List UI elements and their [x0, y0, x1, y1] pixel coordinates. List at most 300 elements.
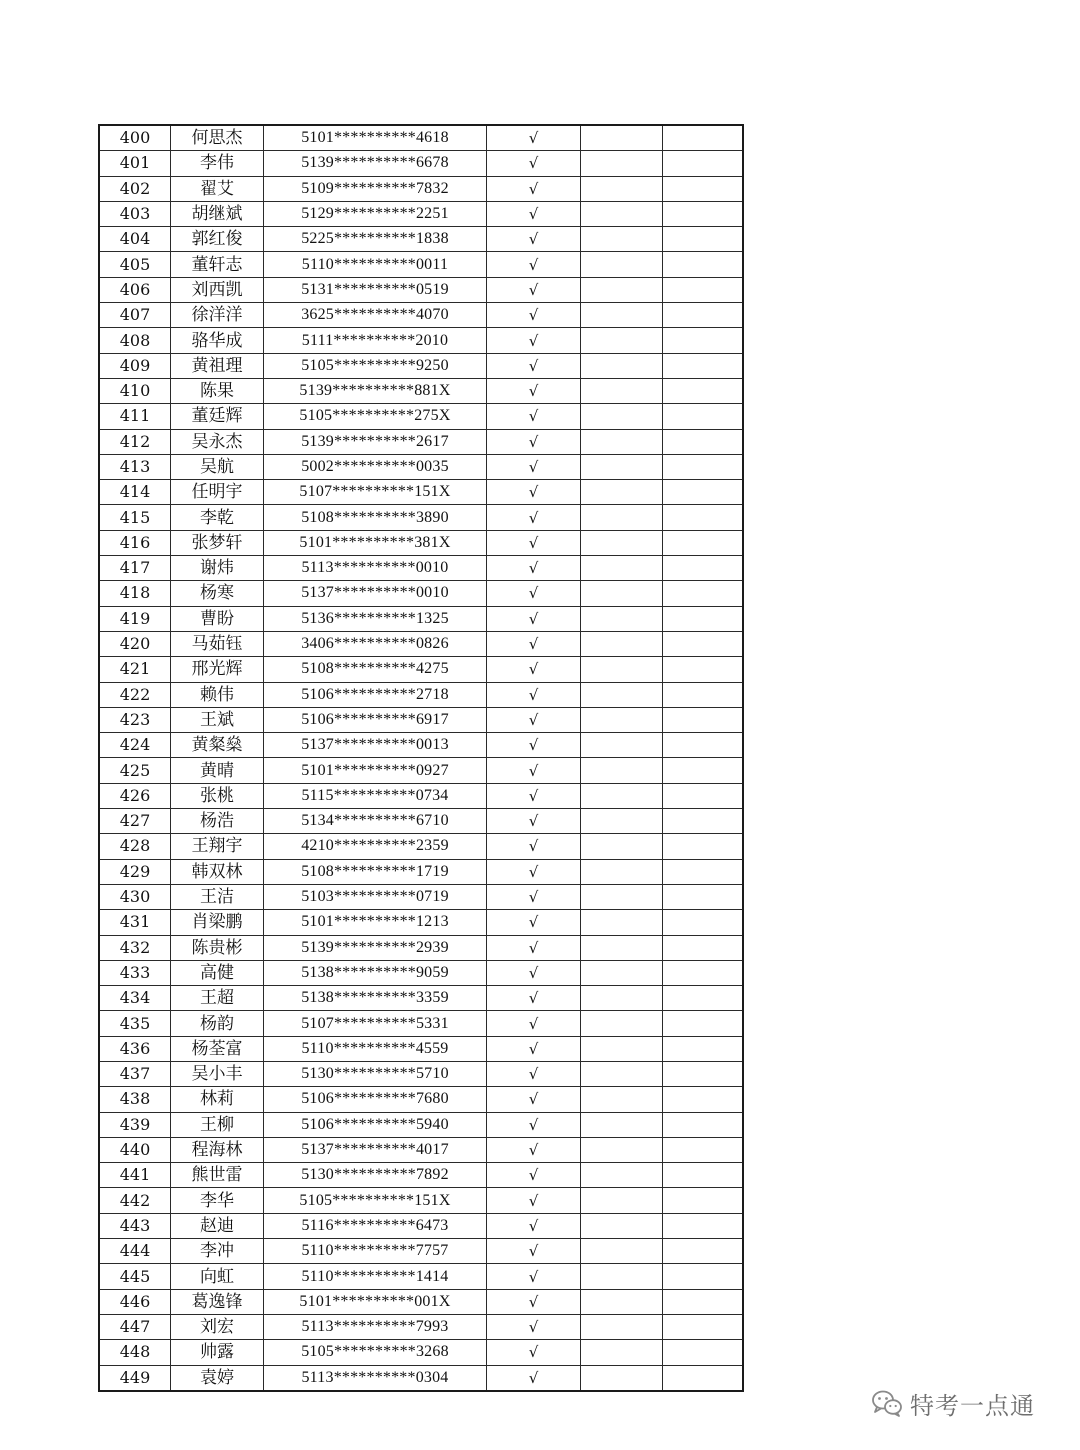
cell-check-mark: √: [487, 707, 581, 732]
cell-check-mark: √: [487, 1188, 581, 1213]
cell-empty: [663, 960, 744, 985]
cell-empty: [663, 1289, 744, 1314]
table-row: [99, 303, 743, 328]
cell-empty: [663, 328, 744, 353]
cell-id-number: 5101**********1213: [264, 910, 487, 935]
cell-check-mark: √: [487, 682, 581, 707]
cell-number: 426: [99, 783, 171, 808]
table-row: [99, 1289, 743, 1314]
wechat-icon: [870, 1386, 904, 1420]
cell-check-mark: √: [487, 151, 581, 176]
cell-empty: [581, 960, 663, 985]
cell-number: 401: [99, 151, 171, 176]
cell-empty: [663, 758, 744, 783]
cell-check-mark: √: [487, 606, 581, 631]
cell-name: 吴永杰: [171, 429, 264, 454]
cell-name: 帅露: [171, 1340, 264, 1365]
cell-name: 袁婷: [171, 1365, 264, 1391]
cell-empty: [581, 809, 663, 834]
cell-empty: [663, 556, 744, 581]
table-row: [99, 480, 743, 505]
cell-id-number: 5139**********2939: [264, 935, 487, 960]
cell-number: 407: [99, 303, 171, 328]
cell-id-number: 5103**********0719: [264, 884, 487, 909]
cell-empty: [663, 859, 744, 884]
cell-empty: [663, 125, 744, 151]
table-row: [99, 556, 743, 581]
cell-number: 449: [99, 1365, 171, 1391]
cell-empty: [663, 530, 744, 555]
table-row: [99, 1087, 743, 1112]
cell-empty: [663, 783, 744, 808]
cell-empty: [581, 1137, 663, 1162]
cell-empty: [663, 1264, 744, 1289]
cell-check-mark: √: [487, 125, 581, 151]
cell-id-number: 3625**********4070: [264, 303, 487, 328]
cell-empty: [581, 1340, 663, 1365]
cell-empty: [581, 505, 663, 530]
cell-empty: [663, 581, 744, 606]
cell-name: 林莉: [171, 1087, 264, 1112]
cell-check-mark: √: [487, 454, 581, 479]
cell-check-mark: √: [487, 303, 581, 328]
cell-empty: [663, 1137, 744, 1162]
cell-check-mark: √: [487, 1289, 581, 1314]
cell-id-number: 5106**********7680: [264, 1087, 487, 1112]
table-row: [99, 404, 743, 429]
cell-empty: [663, 682, 744, 707]
table-row: [99, 657, 743, 682]
cell-empty: [581, 581, 663, 606]
cell-id-number: 5116**********6473: [264, 1213, 487, 1238]
cell-empty: [663, 1061, 744, 1086]
cell-id-number: 5101**********4618: [264, 125, 487, 151]
cell-number: 434: [99, 986, 171, 1011]
table-row: [99, 1314, 743, 1339]
cell-number: 418: [99, 581, 171, 606]
cell-id-number: 5109**********7832: [264, 176, 487, 201]
cell-empty: [663, 176, 744, 201]
cell-id-number: 5113**********0304: [264, 1365, 487, 1391]
cell-name: 翟艾: [171, 176, 264, 201]
cell-name: 向虹: [171, 1264, 264, 1289]
cell-empty: [663, 277, 744, 302]
cell-empty: [663, 353, 744, 378]
table-row: [99, 1213, 743, 1238]
table-row: [99, 783, 743, 808]
cell-number: 421: [99, 657, 171, 682]
cell-check-mark: √: [487, 1163, 581, 1188]
cell-id-number: 5139**********6678: [264, 151, 487, 176]
cell-check-mark: √: [487, 657, 581, 682]
cell-name: 王洁: [171, 884, 264, 909]
cell-id-number: 5107**********5331: [264, 1011, 487, 1036]
table-row: [99, 682, 743, 707]
cell-number: 443: [99, 1213, 171, 1238]
cell-check-mark: √: [487, 1112, 581, 1137]
cell-check-mark: √: [487, 1213, 581, 1238]
cell-name: 何思杰: [171, 125, 264, 151]
table-row: [99, 1365, 743, 1391]
cell-empty: [663, 1112, 744, 1137]
cell-id-number: 5139**********881X: [264, 378, 487, 403]
cell-check-mark: √: [487, 884, 581, 909]
cell-empty: [581, 176, 663, 201]
cell-id-number: 5105**********3268: [264, 1340, 487, 1365]
cell-check-mark: √: [487, 1340, 581, 1365]
cell-number: 415: [99, 505, 171, 530]
cell-id-number: 5134**********6710: [264, 809, 487, 834]
cell-empty: [581, 151, 663, 176]
cell-id-number: 5101**********381X: [264, 530, 487, 555]
cell-name: 任明宇: [171, 480, 264, 505]
cell-name: 李伟: [171, 151, 264, 176]
cell-check-mark: √: [487, 1137, 581, 1162]
cell-check-mark: √: [487, 404, 581, 429]
cell-id-number: 5138**********3359: [264, 986, 487, 1011]
table-row: [99, 1163, 743, 1188]
cell-name: 黄晴: [171, 758, 264, 783]
cell-check-mark: √: [487, 581, 581, 606]
cell-id-number: 5107**********151X: [264, 480, 487, 505]
cell-empty: [581, 758, 663, 783]
table-row: [99, 884, 743, 909]
watermark: [870, 1386, 1035, 1420]
cell-number: 420: [99, 631, 171, 656]
cell-empty: [663, 429, 744, 454]
table-row: [99, 859, 743, 884]
table-row: [99, 935, 743, 960]
cell-name: 刘宏: [171, 1314, 264, 1339]
cell-check-mark: √: [487, 353, 581, 378]
cell-id-number: 5137**********0010: [264, 581, 487, 606]
cell-id-number: 5105**********275X: [264, 404, 487, 429]
cell-name: 黄祖理: [171, 353, 264, 378]
cell-empty: [663, 707, 744, 732]
cell-empty: [581, 631, 663, 656]
cell-empty: [663, 657, 744, 682]
cell-name: 马茹钰: [171, 631, 264, 656]
cell-empty: [581, 1239, 663, 1264]
cell-check-mark: √: [487, 733, 581, 758]
cell-empty: [581, 480, 663, 505]
table-row: [99, 429, 743, 454]
table-row: [99, 1188, 743, 1213]
cell-name: 骆华成: [171, 328, 264, 353]
cell-empty: [581, 125, 663, 151]
table-row: [99, 1112, 743, 1137]
table-row: [99, 960, 743, 985]
cell-name: 张桃: [171, 783, 264, 808]
table-row: [99, 353, 743, 378]
cell-empty: [581, 201, 663, 226]
cell-name: 李乾: [171, 505, 264, 530]
cell-empty: [581, 935, 663, 960]
cell-empty: [663, 631, 744, 656]
cell-check-mark: √: [487, 480, 581, 505]
table-row: [99, 910, 743, 935]
cell-empty: [663, 1340, 744, 1365]
cell-number: 403: [99, 201, 171, 226]
cell-empty: [663, 1188, 744, 1213]
cell-check-mark: √: [487, 834, 581, 859]
table-row: [99, 986, 743, 1011]
table-row: [99, 151, 743, 176]
cell-name: 徐洋洋: [171, 303, 264, 328]
cell-check-mark: √: [487, 935, 581, 960]
cell-name: 杨浩: [171, 809, 264, 834]
table-row: [99, 1011, 743, 1036]
cell-name: 李华: [171, 1188, 264, 1213]
cell-check-mark: √: [487, 277, 581, 302]
cell-empty: [663, 480, 744, 505]
cell-empty: [581, 429, 663, 454]
table-row: [99, 1137, 743, 1162]
table-row: [99, 1036, 743, 1061]
cell-empty: [663, 1087, 744, 1112]
cell-empty: [581, 303, 663, 328]
cell-number: 400: [99, 125, 171, 151]
cell-empty: [581, 910, 663, 935]
cell-number: 414: [99, 480, 171, 505]
cell-number: 409: [99, 353, 171, 378]
cell-id-number: 5137**********4017: [264, 1137, 487, 1162]
cell-name: 葛逸锋: [171, 1289, 264, 1314]
cell-check-mark: √: [487, 1011, 581, 1036]
cell-empty: [581, 682, 663, 707]
table-row: [99, 1340, 743, 1365]
cell-name: 杨寒: [171, 581, 264, 606]
cell-check-mark: √: [487, 201, 581, 226]
cell-id-number: 5110**********7757: [264, 1239, 487, 1264]
cell-name: 高健: [171, 960, 264, 985]
cell-check-mark: √: [487, 1087, 581, 1112]
cell-id-number: 5113**********7993: [264, 1314, 487, 1339]
cell-empty: [663, 454, 744, 479]
cell-id-number: 5106**********2718: [264, 682, 487, 707]
cell-empty: [581, 1163, 663, 1188]
cell-empty: [581, 1061, 663, 1086]
cell-check-mark: √: [487, 631, 581, 656]
cell-name: 王翔宇: [171, 834, 264, 859]
cell-number: 422: [99, 682, 171, 707]
cell-number: 428: [99, 834, 171, 859]
cell-name: 王柳: [171, 1112, 264, 1137]
cell-number: 444: [99, 1239, 171, 1264]
cell-empty: [663, 935, 744, 960]
cell-number: 406: [99, 277, 171, 302]
cell-check-mark: √: [487, 530, 581, 555]
cell-number: 441: [99, 1163, 171, 1188]
table-row: [99, 631, 743, 656]
cell-name: 李冲: [171, 1239, 264, 1264]
cell-id-number: 5129**********2251: [264, 201, 487, 226]
cell-id-number: 5131**********0519: [264, 277, 487, 302]
cell-id-number: 5106**********5940: [264, 1112, 487, 1137]
cell-check-mark: √: [487, 429, 581, 454]
cell-number: 404: [99, 227, 171, 252]
cell-empty: [581, 328, 663, 353]
cell-number: 408: [99, 328, 171, 353]
cell-empty: [663, 986, 744, 1011]
cell-name: 杨韵: [171, 1011, 264, 1036]
table-row: [99, 252, 743, 277]
cell-id-number: 5110**********1414: [264, 1264, 487, 1289]
cell-check-mark: √: [487, 960, 581, 985]
cell-empty: [663, 1163, 744, 1188]
cell-empty: [663, 378, 744, 403]
cell-empty: [663, 227, 744, 252]
cell-empty: [581, 783, 663, 808]
cell-empty: [663, 1365, 744, 1391]
table-body: [99, 125, 743, 1391]
watermark-text: 特考一点通: [910, 1391, 1035, 1420]
cell-number: 440: [99, 1137, 171, 1162]
cell-empty: [581, 404, 663, 429]
cell-check-mark: √: [487, 1239, 581, 1264]
table-row: [99, 1061, 743, 1086]
cell-number: 447: [99, 1314, 171, 1339]
cell-empty: [663, 1213, 744, 1238]
cell-name: 赖伟: [171, 682, 264, 707]
table-row: [99, 176, 743, 201]
cell-empty: [663, 252, 744, 277]
cell-empty: [663, 910, 744, 935]
cell-empty: [663, 201, 744, 226]
cell-empty: [581, 1087, 663, 1112]
cell-number: 425: [99, 758, 171, 783]
cell-check-mark: √: [487, 1036, 581, 1061]
cell-number: 438: [99, 1087, 171, 1112]
cell-check-mark: √: [487, 1264, 581, 1289]
cell-check-mark: √: [487, 859, 581, 884]
cell-name: 胡继斌: [171, 201, 264, 226]
cell-check-mark: √: [487, 378, 581, 403]
cell-id-number: 5138**********9059: [264, 960, 487, 985]
cell-empty: [581, 986, 663, 1011]
cell-empty: [581, 707, 663, 732]
cell-number: 416: [99, 530, 171, 555]
cell-id-number: 5105**********9250: [264, 353, 487, 378]
cell-name: 吴小丰: [171, 1061, 264, 1086]
cell-number: 427: [99, 809, 171, 834]
cell-empty: [581, 606, 663, 631]
cell-check-mark: √: [487, 1061, 581, 1086]
cell-number: 413: [99, 454, 171, 479]
cell-empty: [581, 556, 663, 581]
cell-empty: [581, 1213, 663, 1238]
cell-check-mark: √: [487, 176, 581, 201]
cell-number: 446: [99, 1289, 171, 1314]
cell-name: 陈果: [171, 378, 264, 403]
cell-number: 405: [99, 252, 171, 277]
cell-id-number: 5130**********7892: [264, 1163, 487, 1188]
cell-name: 董轩志: [171, 252, 264, 277]
cell-check-mark: √: [487, 1365, 581, 1391]
table-row: [99, 328, 743, 353]
cell-id-number: 5106**********6917: [264, 707, 487, 732]
cell-name: 王斌: [171, 707, 264, 732]
cell-number: 436: [99, 1036, 171, 1061]
cell-check-mark: √: [487, 505, 581, 530]
cell-check-mark: √: [487, 252, 581, 277]
cell-empty: [581, 1264, 663, 1289]
cell-empty: [663, 1314, 744, 1339]
table-row: [99, 733, 743, 758]
cell-number: 419: [99, 606, 171, 631]
cell-check-mark: √: [487, 328, 581, 353]
cell-id-number: 5108**********4275: [264, 657, 487, 682]
cell-number: 412: [99, 429, 171, 454]
cell-number: 411: [99, 404, 171, 429]
cell-empty: [581, 227, 663, 252]
cell-id-number: 5130**********5710: [264, 1061, 487, 1086]
cell-empty: [581, 454, 663, 479]
table-row: [99, 809, 743, 834]
table-row: [99, 125, 743, 151]
cell-name: 邢光辉: [171, 657, 264, 682]
cell-number: 410: [99, 378, 171, 403]
cell-id-number: 5108**********3890: [264, 505, 487, 530]
cell-id-number: 5002**********0035: [264, 454, 487, 479]
cell-empty: [663, 733, 744, 758]
cell-number: 439: [99, 1112, 171, 1137]
cell-name: 曹盼: [171, 606, 264, 631]
cell-id-number: 5110**********4559: [264, 1036, 487, 1061]
cell-empty: [663, 1239, 744, 1264]
table-row: [99, 707, 743, 732]
cell-empty: [663, 505, 744, 530]
cell-number: 417: [99, 556, 171, 581]
cell-empty: [663, 834, 744, 859]
candidate-table: [98, 124, 744, 1392]
cell-empty: [663, 404, 744, 429]
cell-number: 424: [99, 733, 171, 758]
table-row: [99, 1239, 743, 1264]
table-row: [99, 201, 743, 226]
cell-number: 402: [99, 176, 171, 201]
cell-check-mark: √: [487, 758, 581, 783]
cell-empty: [663, 303, 744, 328]
cell-id-number: 5111**********2010: [264, 328, 487, 353]
cell-empty: [581, 378, 663, 403]
cell-empty: [581, 1011, 663, 1036]
cell-name: 陈贵彬: [171, 935, 264, 960]
cell-empty: [581, 1188, 663, 1213]
cell-empty: [581, 834, 663, 859]
cell-empty: [663, 151, 744, 176]
cell-id-number: 5115**********0734: [264, 783, 487, 808]
cell-empty: [663, 1011, 744, 1036]
cell-id-number: 5101**********001X: [264, 1289, 487, 1314]
cell-check-mark: √: [487, 227, 581, 252]
cell-id-number: 4210**********2359: [264, 834, 487, 859]
table-row: [99, 834, 743, 859]
cell-number: 429: [99, 859, 171, 884]
cell-name: 肖梁鹏: [171, 910, 264, 935]
cell-name: 黄粲燊: [171, 733, 264, 758]
cell-name: 程海林: [171, 1137, 264, 1162]
cell-empty: [581, 733, 663, 758]
cell-empty: [581, 1036, 663, 1061]
table-row: [99, 505, 743, 530]
cell-number: 435: [99, 1011, 171, 1036]
cell-check-mark: √: [487, 809, 581, 834]
cell-check-mark: √: [487, 783, 581, 808]
cell-check-mark: √: [487, 986, 581, 1011]
table-row: [99, 758, 743, 783]
cell-empty: [663, 606, 744, 631]
